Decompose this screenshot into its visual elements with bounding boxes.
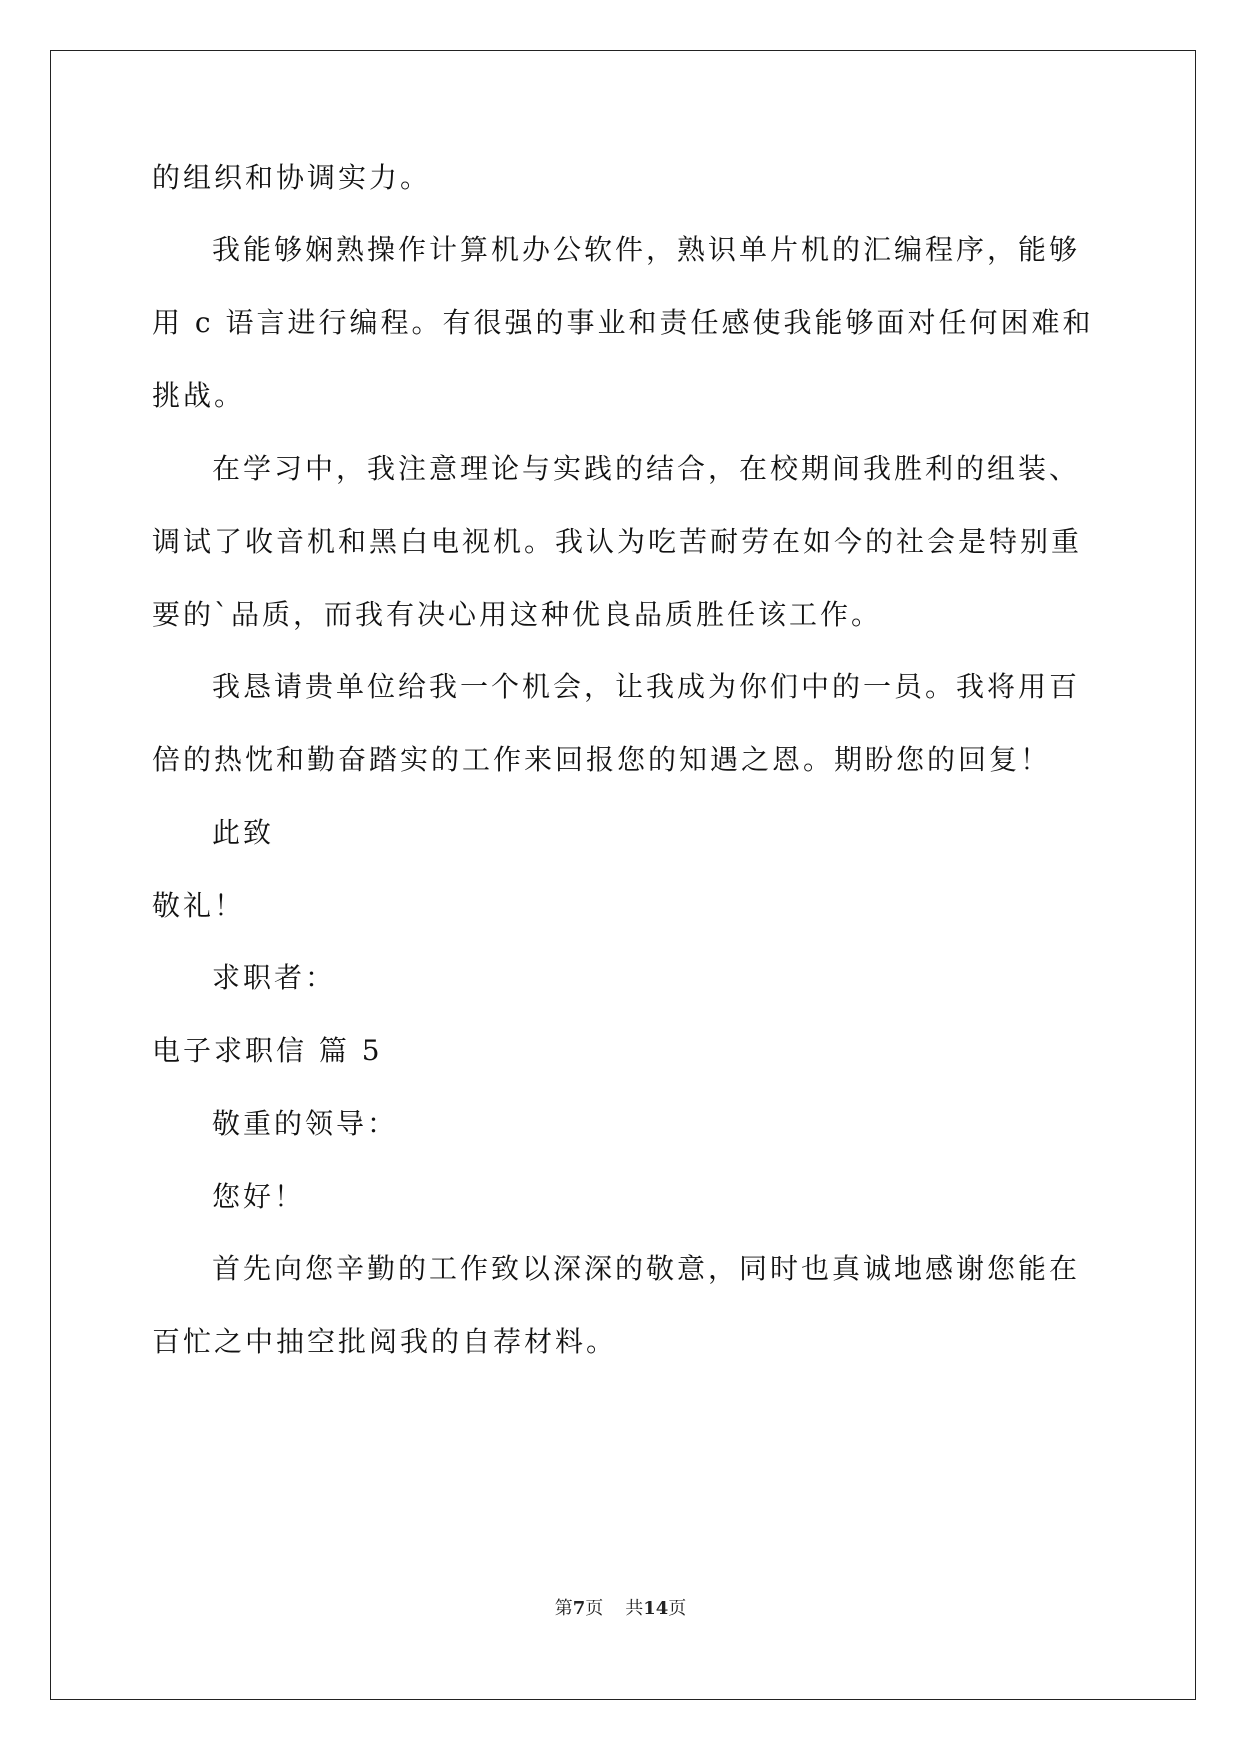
text-line: 调试了收音机和黑白电视机。我认为吃苦耐劳在如今的社会是特别重 <box>152 525 1083 558</box>
paragraph-line: 首先向您辛勤的工作致以深深的敬意，同时也真诚地感谢您能在 <box>212 1252 1081 1285</box>
text-line: 百忙之中抽空批阅我的自荐材料。 <box>152 1325 618 1358</box>
text-line: 用 c 语言进行编程。有很强的事业和责任感使我能够面对任何困难和 <box>152 306 1094 339</box>
signature-line: 求职者： <box>212 961 337 994</box>
text-line: 挑战。 <box>152 379 246 412</box>
section-heading: 电子求职信 篇 5 <box>152 1034 383 1067</box>
page-prefix: 第 <box>554 1598 573 1619</box>
text-line: 要的`品质，而我有决心用这种优良品质胜任该工作。 <box>152 598 883 631</box>
salutation-line: 敬礼！ <box>152 889 246 922</box>
closing-line: 此致 <box>212 816 275 849</box>
greeting-line: 您好！ <box>212 1180 306 1213</box>
page-footer <box>0 1597 1241 1621</box>
total-suffix: 页 <box>668 1598 687 1619</box>
paragraph-line: 在学习中，我注意理论与实践的结合，在校期间我胜利的组装、 <box>212 452 1081 485</box>
paragraph-line: 我能够娴熟操作计算机办公软件，熟识单片机的汇编程序，能够 <box>212 233 1081 266</box>
page-border <box>50 50 1196 1700</box>
text-line: 倍的热忱和勤奋踏实的工作来回报您的知遇之恩。期盼您的回复！ <box>152 743 1052 776</box>
paragraph-line: 我恳请贵单位给我一个机会，让我成为你们中的一员。我将用百 <box>212 670 1081 703</box>
total-pages: 14 <box>643 1598 669 1619</box>
greeting-line: 敬重的领导： <box>212 1107 399 1140</box>
page-suffix: 页 <box>585 1598 604 1619</box>
total-prefix: 共 <box>625 1598 644 1619</box>
text-line: 的组织和协调实力。 <box>152 161 432 194</box>
page-number: 7 <box>572 1598 586 1619</box>
